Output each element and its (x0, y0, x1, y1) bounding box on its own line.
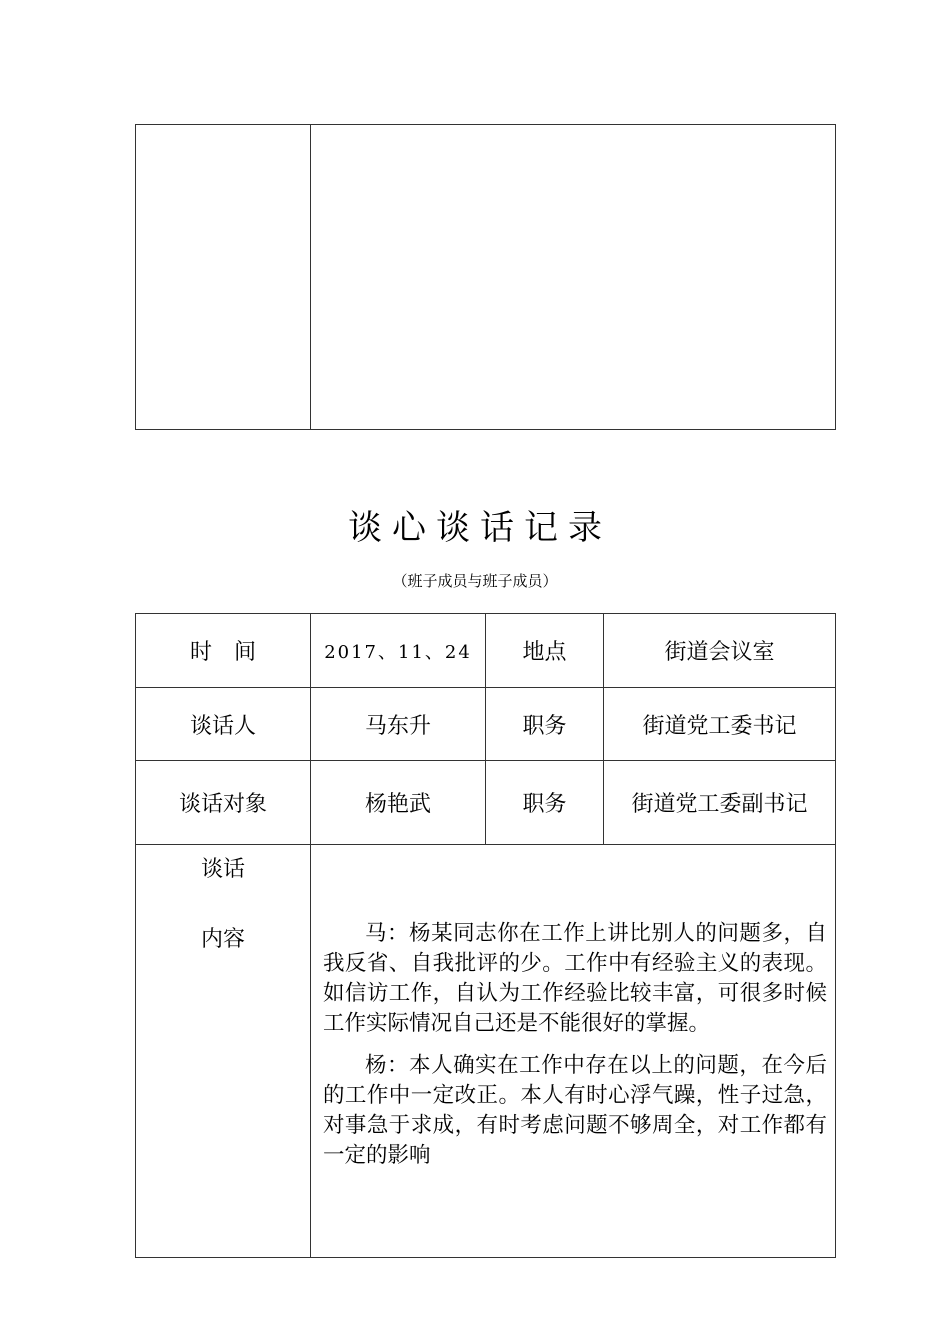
target-label: 谈话对象 (136, 761, 311, 845)
speaker-position-label: 职务 (486, 688, 604, 761)
previous-content-cell (311, 125, 836, 430)
content-text-cell (311, 845, 836, 1258)
time-label: 时 间 (136, 614, 311, 688)
speaker-row (136, 688, 836, 761)
previous-label-cell (136, 125, 311, 430)
target-position-label: 职务 (486, 761, 604, 845)
time-value: 2017、11、24 (311, 614, 486, 688)
record-table (135, 613, 836, 1258)
time-row (136, 614, 836, 688)
content-label-line1: 谈话 (200, 857, 245, 882)
page-subtitle: （班子成员与班子成员） (392, 572, 558, 590)
content-label-cell (136, 845, 311, 1258)
content-paragraph: 杨：本人确实在工作中存在以上的问题，在今后的工作中一定改正。本人有时心浮气躁，性子过急，对事急于求成，有时考虑问题不够周全，对工作都有一定的影响 (323, 1053, 827, 1168)
page-title: 谈心谈话记录 (348, 508, 612, 548)
speaker-label: 谈话人 (136, 688, 311, 761)
content-label-line2: 内容 (200, 927, 245, 952)
target-row (136, 761, 836, 845)
content-row (136, 845, 836, 1258)
speaker-position-value: 街道党工委书记 (604, 688, 836, 761)
speaker-value: 马东升 (311, 688, 486, 761)
content-paragraph: 马：杨某同志你在工作上讲比别人的问题多，自我反省、自我批评的少。工作中有经验主义的表现。如信访工作，自认为工作经验比较丰富，可很多时候工作实际情况自己还是不能很好的掌握。 (323, 921, 827, 1036)
target-value: 杨艳武 (311, 761, 486, 845)
previous-record-table (135, 124, 836, 430)
location-value: 街道会议室 (604, 614, 836, 688)
location-label: 地点 (486, 614, 604, 688)
target-position-value: 街道党工委副书记 (604, 761, 836, 845)
